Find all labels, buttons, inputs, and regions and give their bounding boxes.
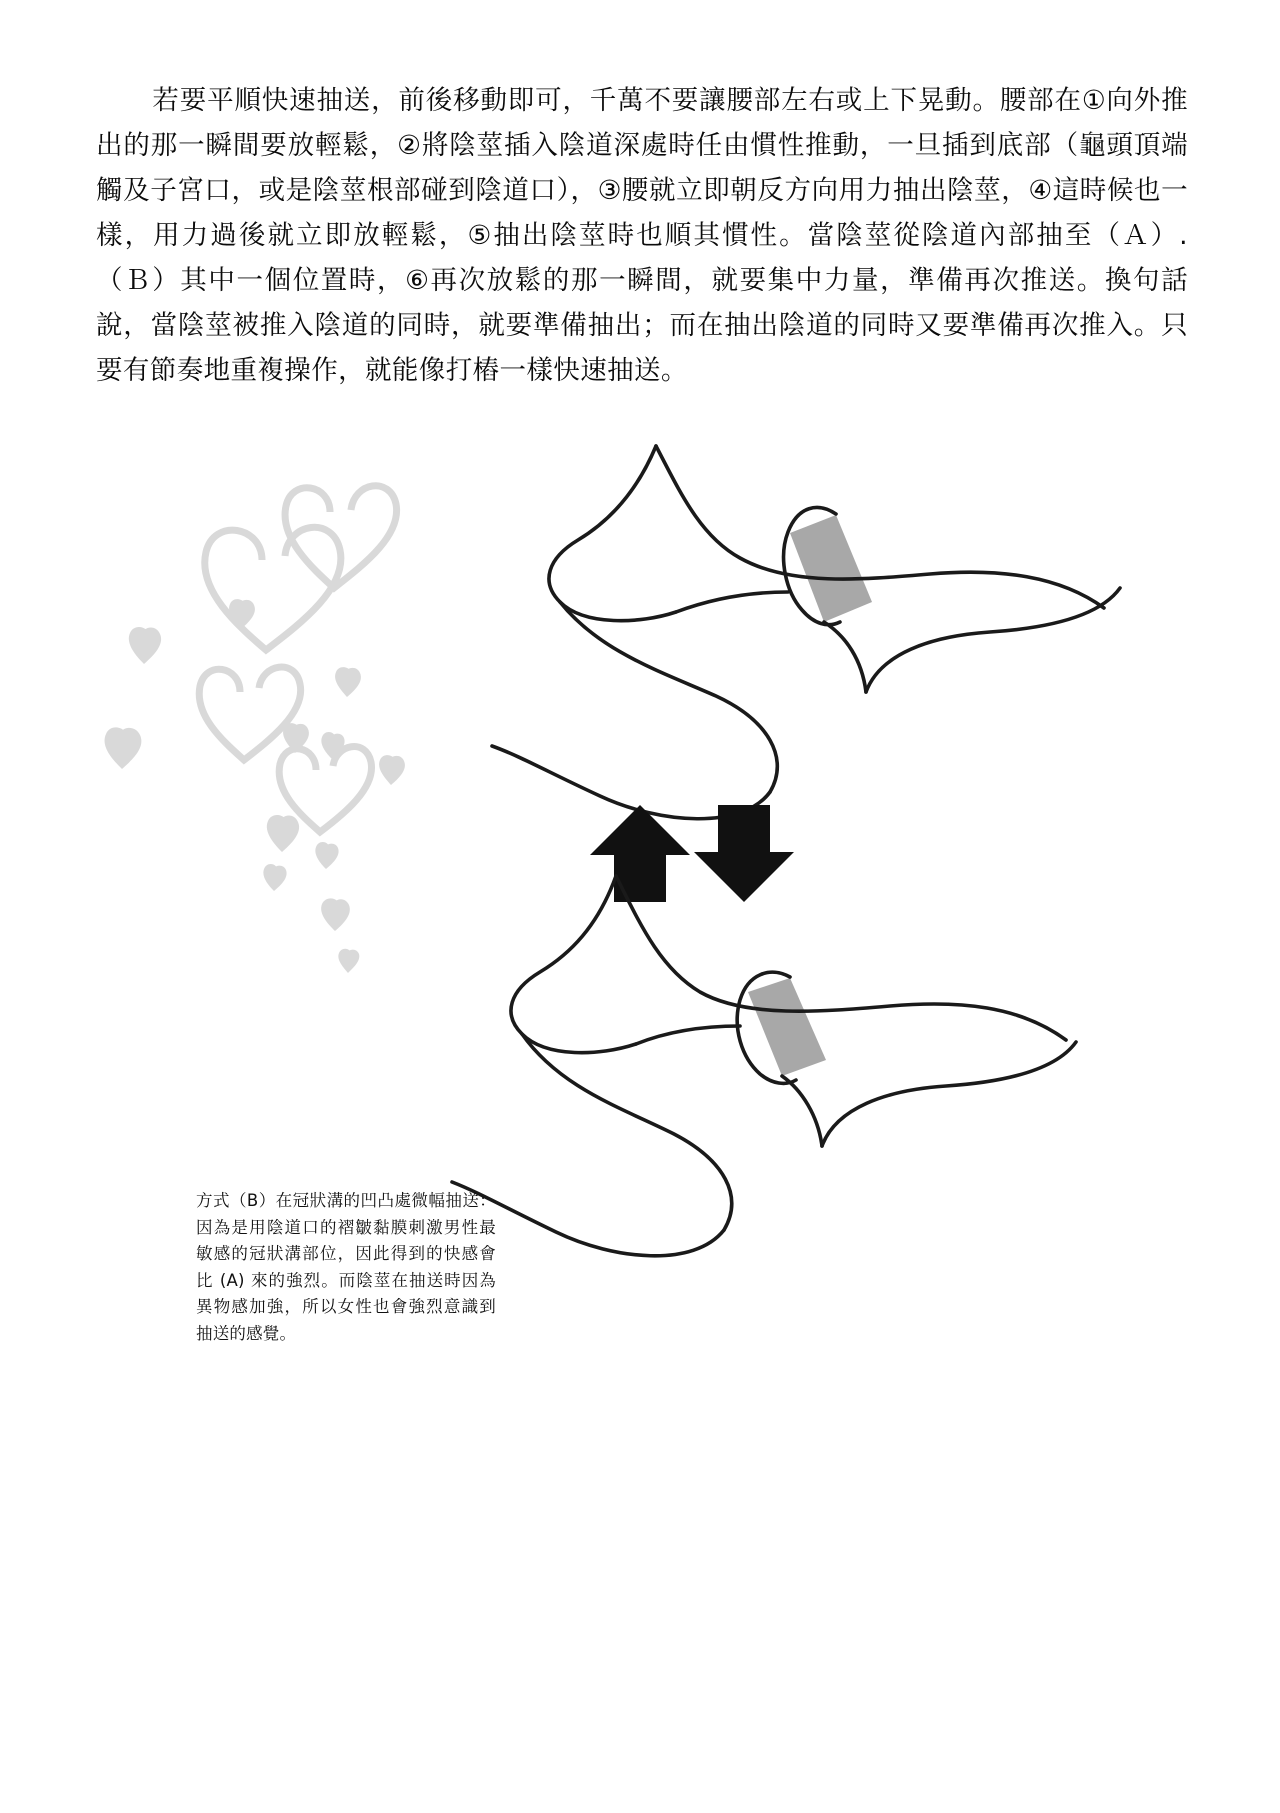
line-drawing-penetration-lower — [452, 876, 1076, 1256]
arrow-up-icon — [590, 805, 690, 902]
figure-caption-text: 方式（B）在冠狀溝的凹凸處微幅抽送：因為是用陰道口的褶皺黏膜刺激男性最敏感的冠狀溝部位，因此得到的快感會比 (A) 來的強烈。而陰莖在抽送時因為異物感加強，所以女性也會強烈意識到抽送的感覺。 — [196, 1191, 496, 1343]
body-paragraph-text: 若要平順快速抽送，前後移動即可，千萬不要讓腰部左右或上下晃動。腰部在①向外推出的那一瞬間要放輕鬆，②將陰莖插入陰道深處時任由慣性推動，一旦插到底部（龜頭頂端觸及子宮口，或是陰莖根部碰到陰道口），③腰就立即朝反方向用力抽出陰莖，④這時候也一樣，用力過後就立即放輕鬆，⑤抽出陰莖時也順其慣性。當陰莖從陰道內部抽至（Ａ）.（Ｂ）其中一個位置時，⑥再次放鬆的那一瞬間，就要集中力量，準備再次推送。換句話說，當陰莖被推入陰道的同時，就要準備抽出；而在抽出陰道的同時又要準備再次推入。只要有節奏地重複操作，就能像打樁一樣快速抽送。 — [96, 85, 1188, 386]
body-paragraph — [96, 78, 1188, 393]
hearts-decoration — [105, 486, 405, 973]
shaft-shade-lower — [748, 978, 826, 1076]
figure-caption — [196, 1188, 496, 1347]
shaft-shade-upper — [790, 515, 872, 622]
illustration-figure — [0, 440, 1280, 1500]
article-body — [96, 78, 1188, 393]
line-drawing-penetration-upper — [492, 446, 1120, 819]
